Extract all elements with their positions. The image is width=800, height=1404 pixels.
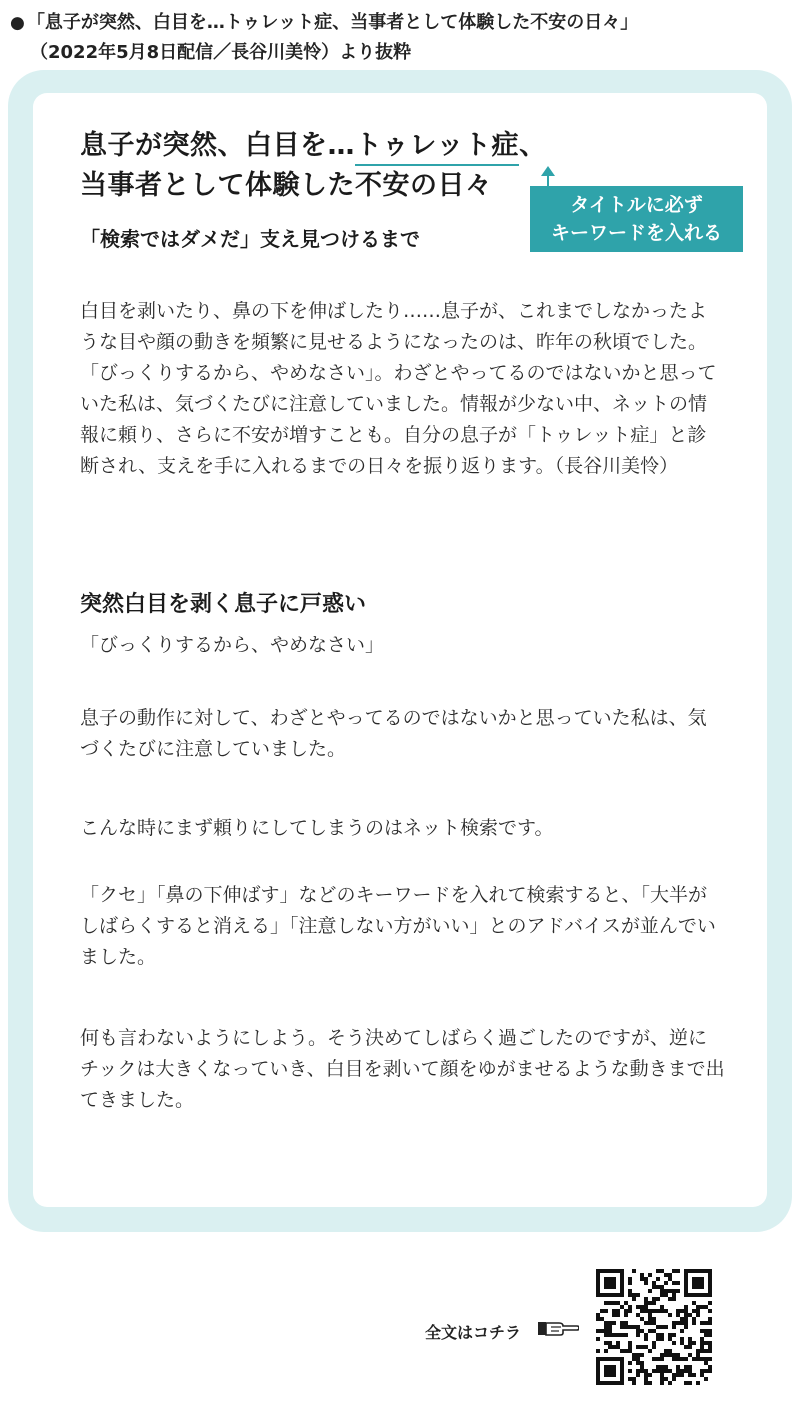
title-part1: 息子が突然、白目を… [80, 130, 355, 161]
keyword-callout [530, 186, 743, 252]
body-paragraph: 「クセ」「鼻の下伸ばす」などのキーワードを入れて検索すると、「大半がしばらくすると消える」「注意しない方がいい」とのアドバイスが並んでいました。 [80, 884, 716, 968]
callout-line1: タイトルに必ず [570, 194, 703, 216]
qr-code-icon[interactable] [596, 1269, 712, 1385]
title-keyword: トゥレット症 [355, 126, 519, 166]
body-paragraph: 何も言わないようにしよう。そう決めてしばらく過ごしたのですが、逆にチックは大きくなっていき、白目を剥いて顔をゆがませるような動きまで出てきました。 [80, 1027, 725, 1111]
section-heading: 突然白目を剥く息子に戸惑い [80, 592, 367, 617]
body-paragraph: 息子の動作に対して、わざとやってるのではないかと思っていた私は、気づくたびに注意していました。 [80, 707, 707, 760]
title-part2: 、 [519, 130, 547, 161]
body-paragraph: 「びっくりするから、やめなさい」 [80, 634, 385, 656]
source-date-author: （2022年5月8日配信／長谷川美怜）より抜粋 [30, 42, 412, 63]
lead-paragraph: 白目を剥いたり、鼻の下を伸ばしたり……息子が、これまでしなかったような目や顔の動きを頻繁に見せるようになったのは、昨年の秋頃でした。「びっくりするから、やめなさい」。わざとやってるのではないかと思っていた私は、気づくたびに注意していました。情報が少ない中、ネットの情報に頼り、さらに不安が増すことも。自分の息子が「トゥレット症」と診断され、支えを手に入れるまでの日々を振り返ります。（長谷川美怜） [80, 300, 717, 477]
callout-line2: キーワードを入れる [550, 222, 722, 244]
source-article-title: 「息子が突然、白目を…トゥレット症、当事者として体験した不安の日々」 [26, 12, 639, 33]
bullet-icon: ● [10, 13, 25, 33]
body-paragraph: こんな時にまず頼りにしてしまうのはネット検索です。 [80, 817, 554, 839]
full-article-label[interactable]: 全文はコチラ [425, 1323, 522, 1342]
title-line2: 当事者として体験した不安の日々 [80, 170, 493, 201]
source-title-line [10, 8, 790, 38]
source-header [10, 8, 790, 67]
pointing-hand-icon [537, 1319, 579, 1337]
arrow-up-icon [541, 166, 555, 176]
article-subtitle: 「検索ではダメだ」支え見つけるまで [80, 227, 420, 251]
